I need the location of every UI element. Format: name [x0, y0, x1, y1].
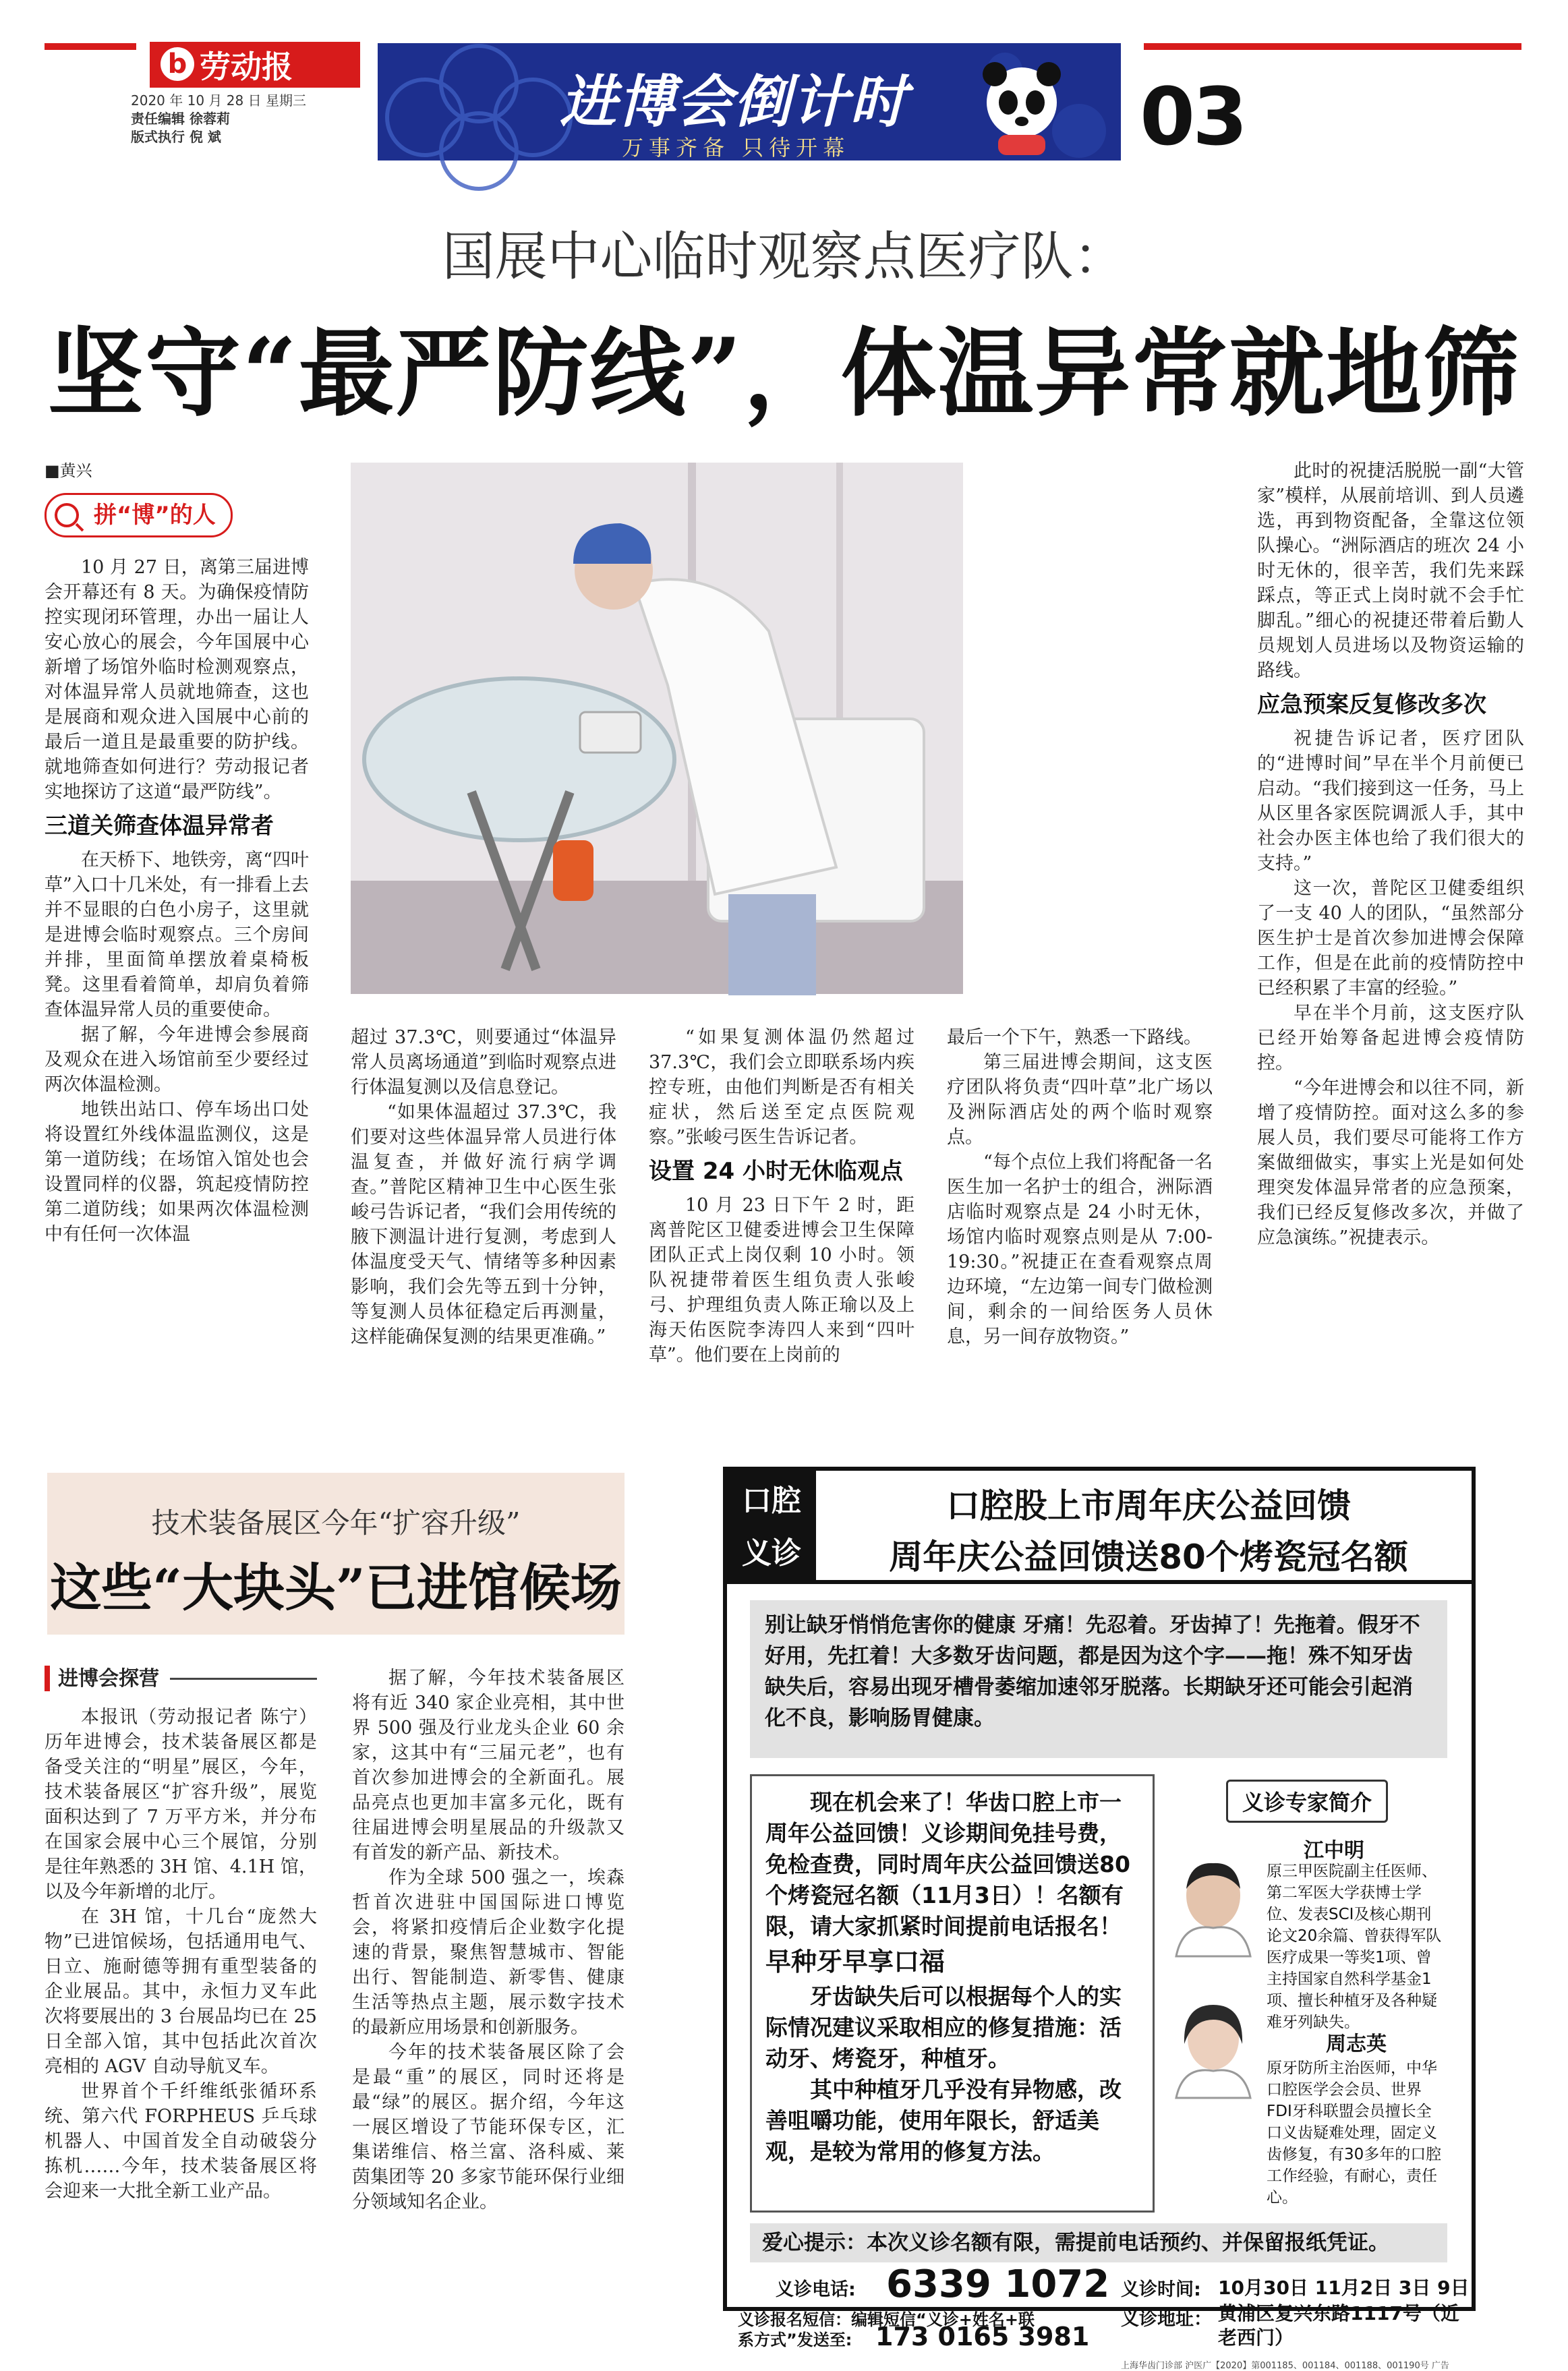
expert1-desc: 原三甲医院副主任医师、第二军医大学获博士学位、发表SCI及核心期刊论文20余篇、曾获得军队医疗成果一等奖1项、曾主持国家自然科学基金1项、擅长种植牙及各种疑难牙列缺失。: [1267, 1863, 1442, 2031]
ad-title-1: 口腔股上市周年庆公益回馈: [946, 1486, 1351, 1525]
article-photo: [351, 463, 963, 994]
expo-countdown-banner: [378, 43, 1121, 160]
ad-body-2: 其中种植牙几乎没有异物感，改善咀嚼功能，使用年限长，舒适美观，是较为常用的修复方法。: [765, 2076, 1122, 2165]
expert2-name: 周志英: [1326, 2032, 1387, 2056]
paragraph: 作为全球 500 强之一，埃森哲首次进驻中国国际进口博览会，将紧扣疫情后企业数字化提速的背景，聚焦智慧城市、智能出行、智能制造、新零售、健康生活等热点主题，展示数字技术的最新应用场景和创新服务。: [352, 1867, 625, 2038]
top-rule-left: [45, 43, 136, 50]
ad-label-line2: 义诊: [742, 1536, 801, 1571]
subheading: 应急预案反复修改多次: [1257, 691, 1486, 718]
column-tag-label: 拼“博”的人: [94, 501, 216, 529]
second-article-header: [47, 1473, 625, 1635]
paragraph: 第三届进博会期间，这支医疗团队将负责“四叶草”北广场以及洲际酒店处的两个临时观察点。: [947, 1052, 1213, 1148]
section-tag-label: 进博会探营: [58, 1666, 159, 1691]
section-tag: [45, 1666, 317, 1691]
paragraph: 祝捷告诉记者，医疗团队的“进博时间”早在半个月前便已启动。“我们接到这一任务，马上从区里各家医院调派人手，其中社会办医主体也给了我们很大的支持。”: [1257, 728, 1524, 874]
paragraph: 本报讯（劳动报记者 陈宁）历年进博会，技术装备展区都是备受关注的“明星”展区，今年，技术装备展区“扩容升级”，展览面积达到了 7 万平方米，并分布在国家会展中心三个展馆，分别是往年熟悉的 3H 馆、4.1H 馆，以及今年新增的北厅。: [45, 1707, 317, 1902]
ad-label: [727, 1471, 816, 1584]
experts-title: 义诊专家简介: [1226, 1780, 1388, 1823]
phone-number: 6339 1072: [886, 2262, 1110, 2306]
clinic-address: 黄浦区复兴东路1117号（近老西门）: [1218, 2302, 1459, 2349]
responsible-editor: 责任编辑 徐蓉莉: [131, 111, 230, 127]
paragraph: 超过 37.3℃，则要通过“体温异常人员离场通道”到临时观察点进行体温复测以及信息登记。: [351, 1027, 616, 1098]
paragraph: 今年的技术装备展区除了会是最“重”的展区，同时还将是最“绿”的展区。据介绍，今年这一展区增设了节能环保专区，汇集诺维信、格兰富、洛科威、莱茵集团等 20 多家节能环保行业细分领域知名企业。: [352, 2042, 625, 2213]
tag-bar: [45, 1666, 50, 1691]
phone-label: 义诊电话:: [776, 2279, 856, 2300]
paragraph: 此时的祝捷活脱脱一副“大管家”模样，从展前培训、到人员遴选，再到物资配备，全靠这位领队操心。“洲际酒店的班次 24 小时无休的，很辛苦，我们先来踩踩点，等正式上岗时就不会手忙脚乱。”细心的祝捷还带着后勤人员规划人员进场以及物资运输的路线。: [1257, 461, 1524, 681]
ad-tip: 爱心提示：本次义诊名额有限，需提前电话预约、并保留报纸凭证。: [750, 2223, 1447, 2262]
paragraph: “今年进博会和以往不同，新增了疫情防控。面对这么多的参展人员，我们要尽可能将工作方案做细做实，事实上光是如何处理突发体温异常者的应急预案，我们已经反复修改多次，并做了应急演练。”祝捷表示。: [1257, 1078, 1524, 1248]
expert2-desc: 原牙防所主治医师，中华口腔医学会会员、世界FDI牙科联盟会员擅长全口义齿疑难处理，固定义齿修复，有30多年的口腔工作经验，有耐心，责任心。: [1267, 2059, 1442, 2206]
masthead-logo: [150, 42, 360, 88]
paragraph: 据了解，今年进博会参展商及观众在进入场馆前至少要经过两次体温检测。: [45, 1024, 309, 1095]
panda-mascot-icon: [971, 55, 1072, 156]
paragraph: “如果体温超过 37.3℃，我们要对这些体温异常人员进行体温复查，并做好流行病学调查。”普陀区精神卫生中心医生张峻弓告诉记者，“我们会用传统的腋下测温计进行复测，考虑到人体温度受天气、情绪等多种因素影响，我们会先等五到十分钟，等复测人员体征稳定后再测量，这样能确保复测的结果更准确。”: [351, 1102, 616, 1347]
ad-header: [727, 1471, 1472, 1584]
tag-rule: [170, 1678, 317, 1680]
sms-label: 义诊报名短信：编辑短信“义诊+姓名+联系方式”发送至:: [738, 2310, 1035, 2349]
ad-body-1: 牙齿缺失后可以根据每个人的实际情况建议采取相应的修复措施：活动牙、烤瓷牙，种植牙。: [765, 1983, 1122, 2072]
paragraph: “如果复测体温仍然超过 37.3℃，我们会立即联系场内疾控专班，由他们判断是否有相关症状，然后送至定点医院观察。”张峻弓医生告诉记者。: [649, 1027, 914, 1148]
paragraph: 在 3H 馆，十几台“庞然大物”已进馆候场，包括通用电气、日立、施耐德等拥有重型装备的企业展品。其中，永恒力叉车此次将要展出的 3 台展品均已在 25 日全部入馆，其中包括此次首次亮相的 AGV 自动导航叉车。: [45, 1906, 317, 2077]
paragraph: “每个点位上我们将配备一名医生加一名护士的组合，洲际酒店临时观察点是 24 小时无休，场馆内临时观察点则是从 7:00-19:30。”祝捷正在查看观察点周边环境，“左边第一间专门做检测间，剩余的一间给医务人员休息，另一间存放物资。”: [947, 1152, 1213, 1347]
paragraph: 早在半个月前，这支医疗队已经开始筹备起进博会疫情防控。: [1257, 1003, 1524, 1074]
ad-subheading: 早种牙早享口福: [765, 1947, 946, 1977]
issue-date: 2020 年 10 月 28 日 星期三: [131, 92, 306, 109]
article-kicker: 国展中心临时观察点医疗队：: [442, 227, 1126, 287]
masthead-title: 劳动报: [200, 49, 293, 85]
column-tag: [45, 493, 233, 537]
expert1-avatar: [1169, 1855, 1257, 1956]
ad-intro: 别让缺牙悄悄危害你的健康 牙痛！先忍着。牙齿掉了！先拖着。假牙不好用，先扛着！大多数牙齿问题，都是因为这个字——拖！殊不知牙齿缺失后，容易出现牙槽骨萎缩加速邻牙脱落。长期缺牙还可能会引起消化不良，影响肠胃健康。: [750, 1600, 1447, 1758]
ad-label-line1: 口腔: [742, 1484, 801, 1518]
photo-illustration: [351, 463, 963, 994]
paragraph: 10 月 23 日下午 2 时，距离普陀区卫健委进博会卫生保障团队正式上岗仅剩 10 小时。领队祝捷带着医生组负责人张峻弓、护理组负责人陈正瑜以及上海天佑医院李涛四人来到“四叶草”。他们要在上岗前的: [649, 1195, 914, 1366]
top-rule-right: [1144, 43, 1521, 50]
ad-offer: 现在机会来了！华齿口腔上市一周年公益回馈！义诊期间免挂号费，免检查费，同时周年庆公益回馈送80个烤瓷冠名额（11月3日）！名额有限，请大家抓紧时间提前电话报名！: [765, 1789, 1130, 1939]
expert1-name: 江中明: [1304, 1839, 1364, 1863]
paragraph: 最后一个下午，熟悉一下路线。: [947, 1027, 1202, 1048]
magnifier-icon: [55, 503, 79, 527]
sms-number: 173 0165 3981: [875, 2322, 1090, 2351]
paragraph: 地铁出站口、停车场出口处将设置红外线体温监测仪，这是第一道防线；在场馆入馆处也会设置同样的仪器，筑起疫情防控第二道防线；如果两次体温检测中有任何一次体温: [45, 1099, 309, 1245]
addr-label: 义诊地址：: [1121, 2309, 1212, 2330]
second-headline: 这些“大块头”已进馆候场: [50, 1558, 622, 1618]
paragraph: 这一次，普陀区卫健委组织了一支 40 人的团队，“虽然部分医生护士是首次参加进博会保障工作，但是在此前的疫情防控中已经积累了丰富的经验。”: [1257, 878, 1524, 999]
paragraph: 世界首个千纤维纸张循环系统、第六代 FORPHEUS 乒乓球机器人、中国首发全自动破袋分拣机……今年，技术装备展区将会迎来一大批全新工业产品。: [45, 2081, 317, 2202]
banner-title: 进博会倒计时: [560, 69, 908, 135]
time-label: 义诊时间:: [1121, 2279, 1201, 2300]
byline: ■黄兴: [45, 461, 92, 480]
article-headline: 坚守“最严防线”，体温异常就地筛: [47, 318, 1521, 430]
masthead-icon: b: [161, 47, 194, 81]
page-number: 03: [1140, 70, 1246, 163]
paragraph: 10 月 27 日，离第三届进博会开幕还有 8 天。为确保疫情防控实现闭环管理，办出一届让人安心放心的展会，今年国展中心新增了场馆外临时检测观察点，对体温异常人员就地筛查，这也是展商和观众进入国展中心前的最后一道且是最重要的防护线。就地筛查如何进行？劳动报记者实地探访了这道“最严防线”。: [45, 557, 309, 802]
ad-fineprint: 上海华齿门诊部 沪医广【2020】第001185、001184、001188、001190号 广告: [1121, 2361, 1449, 2371]
expert2-avatar: [1169, 1997, 1257, 2098]
layout-executor: 版式执行 倪 斌: [131, 129, 221, 145]
second-kicker: 技术装备展区今年“扩容升级”: [151, 1506, 521, 1540]
subheading: 三道关筛查体温异常者: [45, 813, 274, 840]
ad-title-2: 周年庆公益回馈送80个烤瓷冠名额: [889, 1538, 1408, 1577]
paragraph: 在天桥下、地铁旁，离“四叶草”入口十几米处，有一排看上去并不显眼的白色小房子，这里就是进博会临时观察点。三个房间并排，里面简单摆放着桌椅板凳。这里看着简单，却肩负着筛查体温异常人员的重要使命。: [45, 850, 309, 1020]
dental-advertisement: [723, 1467, 1476, 2371]
banner-subtitle: 万事齐备 只待开幕: [622, 135, 850, 160]
paragraph: 据了解，今年技术装备展区将有近 340 家企业亮相，其中世界 500 强及行业龙头企业 60 余家，这其中有“三届元老”，也有首次参加进博会的全新面孔。展品亮点也更加丰富多元化，既有往届进博会明星展品的升级款又有首发的新产品、新技术。: [352, 1668, 625, 1863]
subheading: 设置 24 小时无休临观点: [649, 1158, 903, 1185]
clinic-time: 10月30日 11月2日 3日 9日: [1218, 2277, 1470, 2299]
